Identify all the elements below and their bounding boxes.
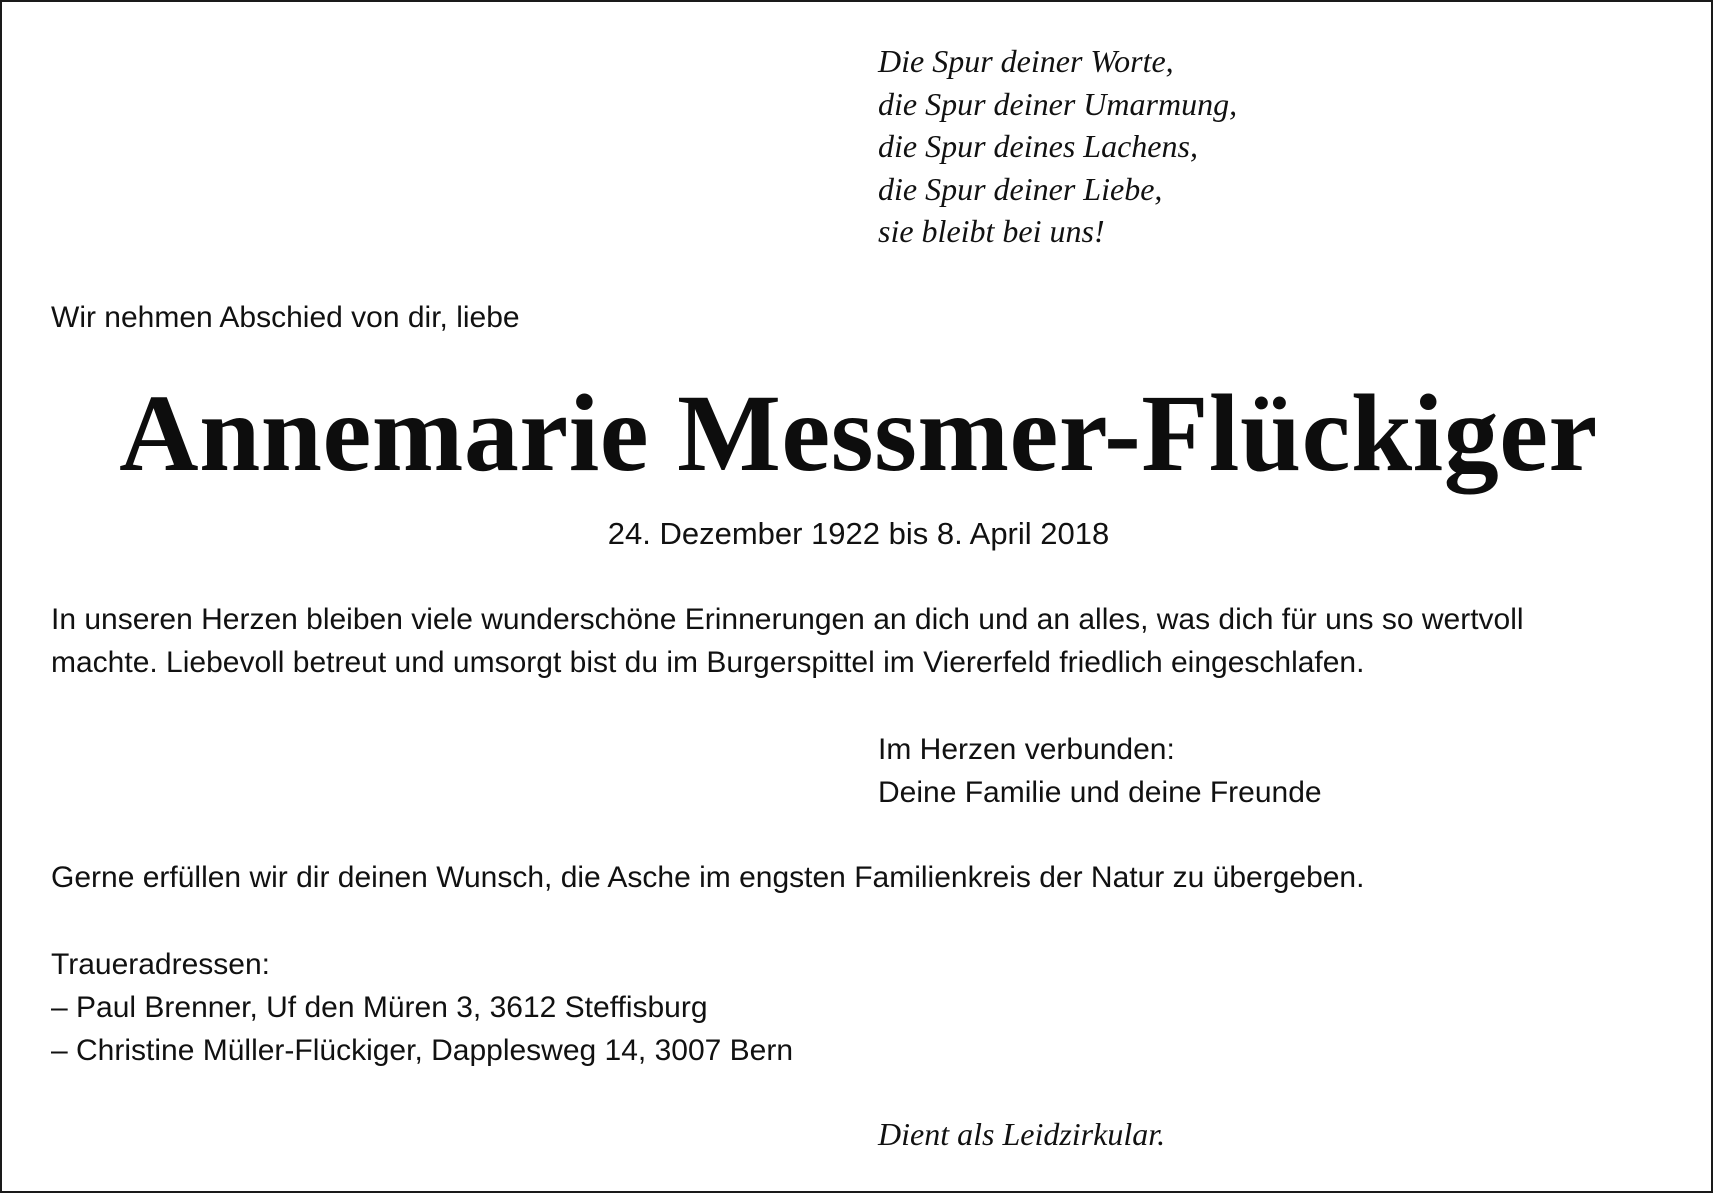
signoff-line: Im Herzen verbunden: — [878, 733, 1175, 766]
footer-note: Dient als Leidzirkular. — [878, 1116, 1166, 1152]
signoff-line: Deine Familie und deine Freunde — [878, 776, 1322, 809]
wish-text: Gerne erfüllen wir dir deinen Wunsch, die Asche im engsten Familienkreis der Natur zu übergeben. — [51, 861, 1365, 894]
address-item: – Paul Brenner, Uf den Müren 3, 3612 Steffisburg — [51, 991, 708, 1024]
poem-line: Die Spur deiner Worte, — [878, 43, 1174, 79]
address-item: – Christine Müller-Flückiger, Dapplesweg 14, 3007 Bern — [51, 1034, 794, 1067]
poem — [878, 40, 1237, 253]
poem-line: die Spur deines Lachens, — [878, 128, 1198, 164]
life-dates: 24. Dezember 1922 bis 8. April 2018 — [607, 516, 1110, 551]
signoff — [878, 728, 1322, 814]
poem-line: sie bleibt bei uns! — [878, 213, 1105, 249]
mourning-addresses — [51, 943, 793, 1072]
poem-line: die Spur deiner Umarmung, — [878, 85, 1238, 122]
paragraph-line: In unseren Herzen bleiben viele wunderschöne Erinnerungen an dich und an alles, was dich für uns so wertvoll — [51, 603, 1524, 636]
paragraph-line: machte. Liebevoll betreut und umsorgt bist du im Burgerspittel im Viererfeld friedlich eingeschlafen. — [51, 646, 1365, 679]
memorial-paragraph — [51, 598, 1681, 684]
addresses-heading: Traueradressen: — [51, 948, 270, 981]
deceased-name: Annemarie Messmer-Flückiger — [119, 372, 1598, 494]
intro-text: Wir nehmen Abschied von dir, liebe — [51, 301, 520, 334]
poem-line: die Spur deiner Liebe, — [878, 170, 1163, 207]
